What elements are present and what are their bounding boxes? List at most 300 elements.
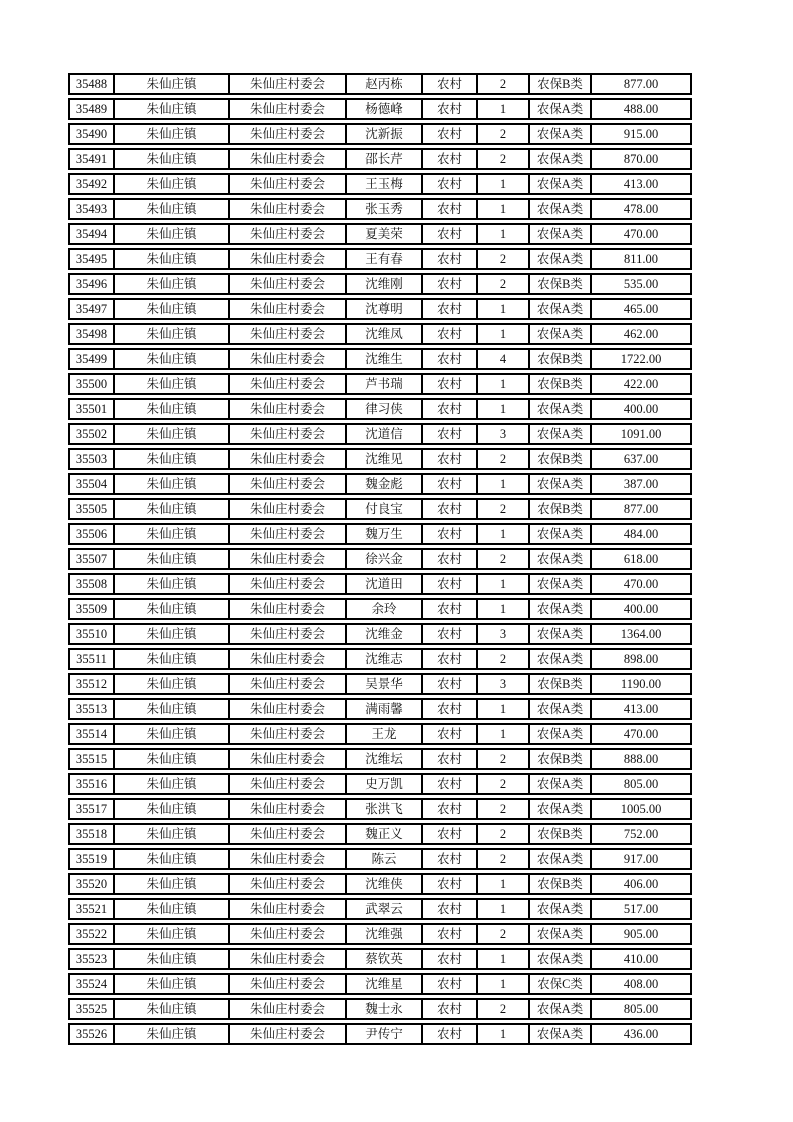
cell-amount: 752.00 xyxy=(623,827,659,841)
cell-insurance-category: 农保B类 xyxy=(530,275,592,293)
cell-insurance-category: 农保B类 xyxy=(530,825,592,843)
cell-record-id: 35496 xyxy=(70,275,115,293)
cell-person-name: 沈新振 xyxy=(347,125,423,143)
cell-record-id: 35491 xyxy=(70,150,115,168)
table-row xyxy=(68,248,692,270)
cell-person-count: 1 xyxy=(478,325,530,343)
cell-insurance-category: 农保B类 xyxy=(530,500,592,518)
cell-insurance-category: 农保A类 xyxy=(530,250,592,268)
table-row xyxy=(68,148,692,170)
cell-insurance-category: 农保A类 xyxy=(530,300,592,318)
cell-residence-type: 农村 xyxy=(423,500,478,518)
table-row xyxy=(68,998,692,1020)
table-row xyxy=(68,698,692,720)
cell-village-committee: 朱仙庄村委会 xyxy=(230,400,347,418)
cell-record-id: 35504 xyxy=(70,475,115,493)
cell-village-committee: 朱仙庄村委会 xyxy=(230,525,347,543)
cell-town: 朱仙庄镇 xyxy=(115,625,230,643)
cell-amount: 422.00 xyxy=(623,377,659,391)
cell-insurance-category: 农保A类 xyxy=(530,700,592,718)
cell-town: 朱仙庄镇 xyxy=(115,225,230,243)
cell-record-id: 35513 xyxy=(70,700,115,718)
cell-person-count: 2 xyxy=(478,925,530,943)
cell-insurance-category: 农保B类 xyxy=(530,675,592,693)
cell-residence-type: 农村 xyxy=(423,475,478,493)
cell-town: 朱仙庄镇 xyxy=(115,950,230,968)
cell-record-id: 35501 xyxy=(70,400,115,418)
cell-residence-type: 农村 xyxy=(423,775,478,793)
cell-record-id: 35488 xyxy=(70,75,115,93)
cell-village-committee: 朱仙庄村委会 xyxy=(230,850,347,868)
cell-insurance-category: 农保A类 xyxy=(530,425,592,443)
cell-person-name: 芦书瑞 xyxy=(347,375,423,393)
cell-person-count: 2 xyxy=(478,750,530,768)
cell-village-committee: 朱仙庄村委会 xyxy=(230,725,347,743)
cell-amount: 1722.00 xyxy=(620,352,662,366)
cell-amount: 470.00 xyxy=(623,577,659,591)
cell-person-count: 1 xyxy=(478,100,530,118)
cell-town: 朱仙庄镇 xyxy=(115,925,230,943)
table-row xyxy=(68,823,692,845)
cell-insurance-category: 农保A类 xyxy=(530,175,592,193)
cell-village-committee: 朱仙庄村委会 xyxy=(230,775,347,793)
cell-town: 朱仙庄镇 xyxy=(115,700,230,718)
cell-person-name: 沈维生 xyxy=(347,350,423,368)
cell-residence-type: 农村 xyxy=(423,175,478,193)
cell-insurance-category: 农保A类 xyxy=(530,775,592,793)
cell-person-name: 邵长芹 xyxy=(347,150,423,168)
cell-residence-type: 农村 xyxy=(423,300,478,318)
cell-insurance-category: 农保A类 xyxy=(530,550,592,568)
cell-residence-type: 农村 xyxy=(423,275,478,293)
cell-record-id: 35521 xyxy=(70,900,115,918)
table-row xyxy=(68,573,692,595)
cell-town: 朱仙庄镇 xyxy=(115,100,230,118)
cell-amount: 805.00 xyxy=(623,777,659,791)
cell-residence-type: 农村 xyxy=(423,200,478,218)
cell-town: 朱仙庄镇 xyxy=(115,275,230,293)
cell-residence-type: 农村 xyxy=(423,925,478,943)
cell-village-committee: 朱仙庄村委会 xyxy=(230,200,347,218)
cell-residence-type: 农村 xyxy=(423,900,478,918)
cell-residence-type: 农村 xyxy=(423,75,478,93)
table-row xyxy=(68,123,692,145)
cell-person-count: 1 xyxy=(478,575,530,593)
cell-record-id: 35489 xyxy=(70,100,115,118)
cell-village-committee: 朱仙庄村委会 xyxy=(230,75,347,93)
cell-amount: 618.00 xyxy=(623,552,659,566)
cell-residence-type: 农村 xyxy=(423,675,478,693)
cell-person-name: 沈道田 xyxy=(347,575,423,593)
table-row xyxy=(68,523,692,545)
cell-residence-type: 农村 xyxy=(423,125,478,143)
cell-person-name: 沈维坛 xyxy=(347,750,423,768)
cell-village-committee: 朱仙庄村委会 xyxy=(230,750,347,768)
cell-residence-type: 农村 xyxy=(423,450,478,468)
table-row xyxy=(68,373,692,395)
cell-insurance-category: 农保B类 xyxy=(530,875,592,893)
cell-person-count: 1 xyxy=(478,525,530,543)
table-row xyxy=(68,423,692,445)
cell-town: 朱仙庄镇 xyxy=(115,600,230,618)
cell-amount: 470.00 xyxy=(623,227,659,241)
cell-person-name: 沈维侠 xyxy=(347,875,423,893)
cell-residence-type: 农村 xyxy=(423,1000,478,1018)
cell-insurance-category: 农保B类 xyxy=(530,75,592,93)
cell-person-name: 沈尊明 xyxy=(347,300,423,318)
table-row xyxy=(68,1023,692,1045)
cell-insurance-category: 农保A类 xyxy=(530,800,592,818)
table-row xyxy=(68,673,692,695)
cell-person-count: 2 xyxy=(478,850,530,868)
cell-residence-type: 农村 xyxy=(423,100,478,118)
cell-village-committee: 朱仙庄村委会 xyxy=(230,325,347,343)
cell-town: 朱仙庄镇 xyxy=(115,975,230,993)
cell-person-count: 1 xyxy=(478,400,530,418)
cell-record-id: 35515 xyxy=(70,750,115,768)
cell-person-name: 武翠云 xyxy=(347,900,423,918)
cell-village-committee: 朱仙庄村委会 xyxy=(230,700,347,718)
cell-person-name: 沈维强 xyxy=(347,925,423,943)
cell-record-id: 35522 xyxy=(70,925,115,943)
table-row xyxy=(68,548,692,570)
cell-town: 朱仙庄镇 xyxy=(115,250,230,268)
cell-town: 朱仙庄镇 xyxy=(115,200,230,218)
cell-town: 朱仙庄镇 xyxy=(115,400,230,418)
cell-village-committee: 朱仙庄村委会 xyxy=(230,150,347,168)
cell-residence-type: 农村 xyxy=(423,600,478,618)
cell-person-count: 1 xyxy=(478,725,530,743)
cell-town: 朱仙庄镇 xyxy=(115,1025,230,1043)
cell-insurance-category: 农保A类 xyxy=(530,925,592,943)
table-row xyxy=(68,348,692,370)
cell-person-name: 杨德峰 xyxy=(347,100,423,118)
cell-amount: 470.00 xyxy=(623,727,659,741)
cell-village-committee: 朱仙庄村委会 xyxy=(230,1000,347,1018)
cell-record-id: 35510 xyxy=(70,625,115,643)
cell-person-name: 徐兴金 xyxy=(347,550,423,568)
cell-residence-type: 农村 xyxy=(423,625,478,643)
cell-residence-type: 农村 xyxy=(423,550,478,568)
table-row xyxy=(68,873,692,895)
cell-town: 朱仙庄镇 xyxy=(115,175,230,193)
cell-amount: 1364.00 xyxy=(620,627,662,641)
cell-person-count: 1 xyxy=(478,175,530,193)
cell-person-name: 沈维凤 xyxy=(347,325,423,343)
cell-person-name: 王玉梅 xyxy=(347,175,423,193)
cell-village-committee: 朱仙庄村委会 xyxy=(230,650,347,668)
cell-person-name: 史万凯 xyxy=(347,775,423,793)
cell-record-id: 35518 xyxy=(70,825,115,843)
cell-insurance-category: 农保A类 xyxy=(530,950,592,968)
cell-village-committee: 朱仙庄村委会 xyxy=(230,250,347,268)
table-row xyxy=(68,773,692,795)
cell-amount: 436.00 xyxy=(623,1027,659,1041)
cell-person-count: 3 xyxy=(478,675,530,693)
table-row xyxy=(68,223,692,245)
cell-insurance-category: 农保C类 xyxy=(530,975,592,993)
cell-residence-type: 农村 xyxy=(423,950,478,968)
cell-town: 朱仙庄镇 xyxy=(115,575,230,593)
cell-record-id: 35508 xyxy=(70,575,115,593)
cell-residence-type: 农村 xyxy=(423,975,478,993)
cell-residence-type: 农村 xyxy=(423,750,478,768)
cell-insurance-category: 农保A类 xyxy=(530,325,592,343)
cell-insurance-category: 农保A类 xyxy=(530,650,592,668)
cell-amount: 408.00 xyxy=(623,977,659,991)
cell-insurance-category: 农保B类 xyxy=(530,750,592,768)
cell-insurance-category: 农保A类 xyxy=(530,575,592,593)
cell-person-count: 2 xyxy=(478,650,530,668)
cell-village-committee: 朱仙庄村委会 xyxy=(230,875,347,893)
cell-record-id: 35507 xyxy=(70,550,115,568)
cell-person-count: 2 xyxy=(478,825,530,843)
cell-person-count: 2 xyxy=(478,250,530,268)
cell-town: 朱仙庄镇 xyxy=(115,350,230,368)
cell-town: 朱仙庄镇 xyxy=(115,750,230,768)
cell-insurance-category: 农保B类 xyxy=(530,350,592,368)
cell-record-id: 35494 xyxy=(70,225,115,243)
cell-village-committee: 朱仙庄村委会 xyxy=(230,350,347,368)
cell-amount: 462.00 xyxy=(623,327,659,341)
cell-insurance-category: 农保A类 xyxy=(530,850,592,868)
cell-town: 朱仙庄镇 xyxy=(115,475,230,493)
cell-person-name: 尹传宁 xyxy=(347,1025,423,1043)
cell-town: 朱仙庄镇 xyxy=(115,425,230,443)
cell-town: 朱仙庄镇 xyxy=(115,300,230,318)
table-row xyxy=(68,623,692,645)
cell-residence-type: 农村 xyxy=(423,525,478,543)
cell-record-id: 35490 xyxy=(70,125,115,143)
cell-person-name: 律习侠 xyxy=(347,400,423,418)
cell-person-count: 1 xyxy=(478,950,530,968)
cell-person-name: 魏正义 xyxy=(347,825,423,843)
cell-person-name: 沈维星 xyxy=(347,975,423,993)
table-row xyxy=(68,923,692,945)
cell-amount: 811.00 xyxy=(624,252,658,266)
cell-record-id: 35497 xyxy=(70,300,115,318)
cell-village-committee: 朱仙庄村委会 xyxy=(230,100,347,118)
cell-town: 朱仙庄镇 xyxy=(115,825,230,843)
cell-record-id: 35499 xyxy=(70,350,115,368)
cell-person-count: 1 xyxy=(478,475,530,493)
cell-person-name: 余玲 xyxy=(347,600,423,618)
cell-person-name: 付良宝 xyxy=(347,500,423,518)
cell-person-name: 沈道信 xyxy=(347,425,423,443)
cell-town: 朱仙庄镇 xyxy=(115,800,230,818)
cell-residence-type: 农村 xyxy=(423,425,478,443)
cell-residence-type: 农村 xyxy=(423,1025,478,1043)
cell-record-id: 35526 xyxy=(70,1025,115,1043)
cell-residence-type: 农村 xyxy=(423,725,478,743)
cell-insurance-category: 农保A类 xyxy=(530,150,592,168)
cell-person-count: 2 xyxy=(478,75,530,93)
table-row xyxy=(68,398,692,420)
cell-person-count: 1 xyxy=(478,600,530,618)
cell-person-name: 王龙 xyxy=(347,725,423,743)
cell-residence-type: 农村 xyxy=(423,400,478,418)
table-row xyxy=(68,298,692,320)
cell-person-count: 1 xyxy=(478,900,530,918)
cell-town: 朱仙庄镇 xyxy=(115,500,230,518)
cell-record-id: 35493 xyxy=(70,200,115,218)
cell-insurance-category: 农保A类 xyxy=(530,900,592,918)
cell-person-count: 2 xyxy=(478,1000,530,1018)
cell-town: 朱仙庄镇 xyxy=(115,75,230,93)
cell-town: 朱仙庄镇 xyxy=(115,900,230,918)
cell-town: 朱仙庄镇 xyxy=(115,1000,230,1018)
cell-amount: 410.00 xyxy=(623,952,659,966)
cell-person-count: 2 xyxy=(478,550,530,568)
cell-amount: 637.00 xyxy=(623,452,659,466)
cell-amount: 917.00 xyxy=(623,852,659,866)
cell-village-committee: 朱仙庄村委会 xyxy=(230,550,347,568)
cell-person-count: 1 xyxy=(478,1025,530,1043)
cell-residence-type: 农村 xyxy=(423,700,478,718)
cell-record-id: 35502 xyxy=(70,425,115,443)
cell-insurance-category: 农保A类 xyxy=(530,100,592,118)
cell-village-committee: 朱仙庄村委会 xyxy=(230,600,347,618)
cell-village-committee: 朱仙庄村委会 xyxy=(230,975,347,993)
table-row xyxy=(68,498,692,520)
cell-town: 朱仙庄镇 xyxy=(115,150,230,168)
cell-amount: 915.00 xyxy=(623,127,659,141)
cell-record-id: 35524 xyxy=(70,975,115,993)
cell-village-committee: 朱仙庄村委会 xyxy=(230,900,347,918)
cell-insurance-category: 农保A类 xyxy=(530,200,592,218)
table-row xyxy=(68,73,692,95)
cell-village-committee: 朱仙庄村委会 xyxy=(230,500,347,518)
cell-person-count: 1 xyxy=(478,875,530,893)
cell-record-id: 35516 xyxy=(70,775,115,793)
cell-village-committee: 朱仙庄村委会 xyxy=(230,450,347,468)
table-row xyxy=(68,598,692,620)
cell-person-name: 赵丙栋 xyxy=(347,75,423,93)
cell-residence-type: 农村 xyxy=(423,575,478,593)
cell-record-id: 35512 xyxy=(70,675,115,693)
cell-residence-type: 农村 xyxy=(423,325,478,343)
cell-person-count: 4 xyxy=(478,350,530,368)
cell-village-committee: 朱仙庄村委会 xyxy=(230,425,347,443)
cell-amount: 400.00 xyxy=(623,602,659,616)
cell-record-id: 35500 xyxy=(70,375,115,393)
cell-record-id: 35495 xyxy=(70,250,115,268)
cell-person-count: 3 xyxy=(478,625,530,643)
cell-record-id: 35519 xyxy=(70,850,115,868)
cell-person-count: 2 xyxy=(478,150,530,168)
cell-village-committee: 朱仙庄村委会 xyxy=(230,925,347,943)
cell-village-committee: 朱仙庄村委会 xyxy=(230,625,347,643)
table-row xyxy=(68,448,692,470)
cell-insurance-category: 农保A类 xyxy=(530,1000,592,1018)
cell-person-count: 2 xyxy=(478,450,530,468)
cell-person-count: 3 xyxy=(478,425,530,443)
cell-record-id: 35509 xyxy=(70,600,115,618)
cell-person-name: 蔡钦英 xyxy=(347,950,423,968)
cell-insurance-category: 农保A类 xyxy=(530,525,592,543)
cell-insurance-category: 农保B类 xyxy=(530,450,592,468)
cell-amount: 905.00 xyxy=(623,927,659,941)
cell-village-committee: 朱仙庄村委会 xyxy=(230,175,347,193)
cell-insurance-category: 农保B类 xyxy=(530,375,592,393)
cell-person-count: 2 xyxy=(478,125,530,143)
cell-amount: 484.00 xyxy=(623,527,659,541)
cell-amount: 1005.00 xyxy=(620,802,662,816)
table-row xyxy=(68,98,692,120)
cell-residence-type: 农村 xyxy=(423,150,478,168)
cell-person-count: 2 xyxy=(478,500,530,518)
cell-village-committee: 朱仙庄村委会 xyxy=(230,300,347,318)
cell-village-committee: 朱仙庄村委会 xyxy=(230,675,347,693)
cell-record-id: 35517 xyxy=(70,800,115,818)
cell-amount: 517.00 xyxy=(623,902,659,916)
cell-person-name: 陈云 xyxy=(347,850,423,868)
cell-village-committee: 朱仙庄村委会 xyxy=(230,275,347,293)
cell-village-committee: 朱仙庄村委会 xyxy=(230,950,347,968)
cell-person-name: 夏美荣 xyxy=(347,225,423,243)
cell-village-committee: 朱仙庄村委会 xyxy=(230,475,347,493)
cell-person-name: 沈维见 xyxy=(347,450,423,468)
cell-amount: 877.00 xyxy=(623,502,659,516)
cell-person-count: 1 xyxy=(478,700,530,718)
cell-amount: 888.00 xyxy=(623,752,659,766)
cell-amount: 898.00 xyxy=(623,652,659,666)
table-row xyxy=(68,473,692,495)
cell-village-committee: 朱仙庄村委会 xyxy=(230,125,347,143)
cell-town: 朱仙庄镇 xyxy=(115,875,230,893)
cell-person-name: 吴景华 xyxy=(347,675,423,693)
cell-record-id: 35514 xyxy=(70,725,115,743)
cell-insurance-category: 农保A类 xyxy=(530,475,592,493)
cell-town: 朱仙庄镇 xyxy=(115,450,230,468)
cell-record-id: 35520 xyxy=(70,875,115,893)
cell-person-name: 沈维志 xyxy=(347,650,423,668)
cell-person-name: 魏士永 xyxy=(347,1000,423,1018)
cell-town: 朱仙庄镇 xyxy=(115,775,230,793)
cell-person-count: 1 xyxy=(478,225,530,243)
cell-person-name: 满雨馨 xyxy=(347,700,423,718)
cell-record-id: 35506 xyxy=(70,525,115,543)
cell-person-count: 2 xyxy=(478,775,530,793)
cell-village-committee: 朱仙庄村委会 xyxy=(230,800,347,818)
cell-record-id: 35505 xyxy=(70,500,115,518)
cell-person-name: 张玉秀 xyxy=(347,200,423,218)
cell-insurance-category: 农保A类 xyxy=(530,600,592,618)
cell-village-committee: 朱仙庄村委会 xyxy=(230,575,347,593)
cell-village-committee: 朱仙庄村委会 xyxy=(230,375,347,393)
cell-amount: 805.00 xyxy=(623,1002,659,1016)
cell-insurance-category: 农保A类 xyxy=(530,225,592,243)
table-row xyxy=(68,723,692,745)
cell-amount: 1091.00 xyxy=(620,427,662,441)
cell-residence-type: 农村 xyxy=(423,875,478,893)
cell-person-name: 王有春 xyxy=(347,250,423,268)
cell-record-id: 35511 xyxy=(70,650,115,668)
cell-amount: 406.00 xyxy=(623,877,659,891)
cell-person-name: 魏万生 xyxy=(347,525,423,543)
table-row xyxy=(68,748,692,770)
cell-town: 朱仙庄镇 xyxy=(115,375,230,393)
cell-person-count: 1 xyxy=(478,200,530,218)
table-row xyxy=(68,173,692,195)
pension-table xyxy=(68,73,692,1048)
cell-village-committee: 朱仙庄村委会 xyxy=(230,825,347,843)
cell-residence-type: 农村 xyxy=(423,250,478,268)
cell-amount: 1190.00 xyxy=(620,677,662,691)
cell-residence-type: 农村 xyxy=(423,375,478,393)
cell-amount: 400.00 xyxy=(623,402,659,416)
cell-person-name: 张洪飞 xyxy=(347,800,423,818)
